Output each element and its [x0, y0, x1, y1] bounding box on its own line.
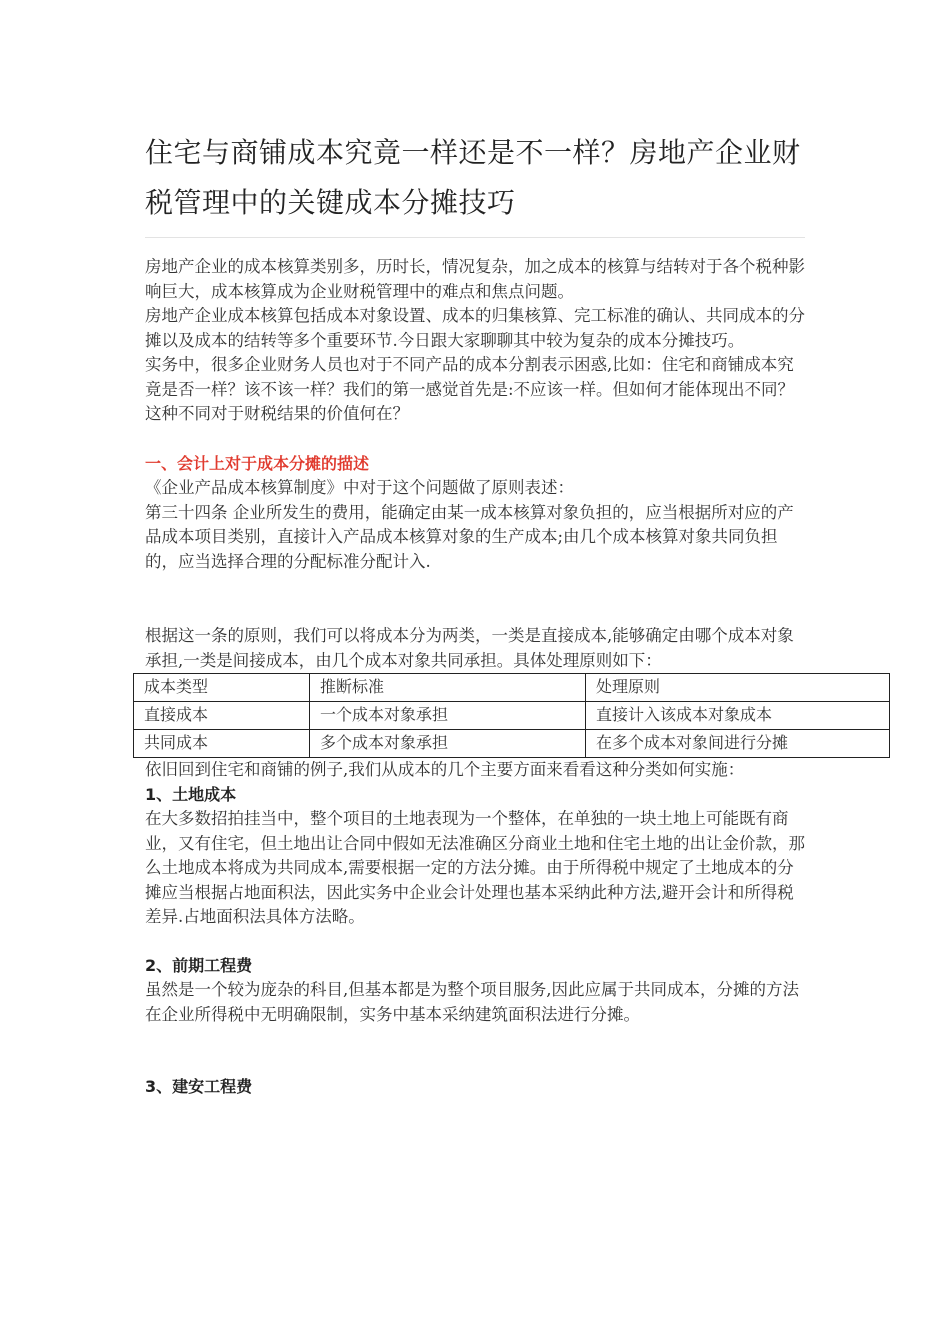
- article-title: 住宅与商铺成本究竟一样还是不一样？房地产企业财税管理中的关键成本分摊技巧: [145, 136, 801, 219]
- table-cell: 共同成本: [134, 730, 310, 758]
- item2-heading: 2、前期工程费: [145, 955, 253, 975]
- intro-paragraph-2: 房地产企业成本核算包括成本对象设置、成本的归集核算、完工标准的确认、共同成本的分摊以及成本的结转等多个重要环节.今日跟大家聊聊其中较为复杂的成本分摊技巧。: [145, 306, 805, 350]
- table-cell: 直接计入该成本对象成本: [586, 702, 890, 730]
- table-header-cell: 推断标准: [310, 674, 586, 702]
- after-table-paragraph: 依旧回到住宅和商铺的例子,我们从成本的几个主要方面来看看这种分类如何实施：: [145, 760, 745, 779]
- table-cell: 直接成本: [134, 702, 310, 730]
- table-header-cell: 处理原则: [586, 674, 890, 702]
- article-body: [145, 255, 810, 1100]
- table-row: [134, 730, 890, 758]
- table-header-row: [134, 674, 890, 702]
- table-cell: 在多个成本对象间进行分摊: [586, 730, 890, 758]
- item2-paragraph: 虽然是一个较为庞杂的科目,但基本都是为整个项目服务,因此应属于共同成本，分摊的方法在企业所得税中无明确限制，实务中基本采纳建筑面积法进行分摊。: [145, 980, 799, 1024]
- section1-paragraph-1: 《企业产品成本核算制度》中对于这个问题做了原则表述：: [145, 478, 574, 497]
- section1-heading: 一、会计上对于成本分摊的描述: [145, 453, 370, 473]
- section1-paragraph-2: 第三十四条 企业所发生的费用，能确定由某一成本核算对象负担的，应当根据所对应的产品成本项目类别，直接计入产品成本核算对象的生产成本;由几个成本核算对象共同负担的，应当选择合理的分配标准分配计入.: [145, 502, 794, 571]
- intro-paragraph-3: 实务中，很多企业财务人员也对于不同产品的成本分割表示困惑,比如：住宅和商铺成本究竟是否一样？该不该一样？我们的第一感觉首先是:不应该一样。但如何才能体现出不同？这种不同对于财税结果的价值何在？: [145, 355, 795, 423]
- table-row: [134, 702, 890, 730]
- table-cell: 多个成本对象承担: [310, 730, 586, 758]
- cost-classification-table: [133, 673, 890, 758]
- title-divider: [145, 237, 805, 238]
- intro-paragraph-1: 房地产企业的成本核算类别多，历时长，情况复杂，加之成本的核算与结转对于各个税种影响巨大，成本核算成为企业财税管理中的难点和焦点问题。: [145, 257, 805, 301]
- principle-paragraph: 根据这一条的原则，我们可以将成本分为两类，一类是直接成本,能够确定由哪个成本对象承担,一类是间接成本，由几个成本对象共同承担。具体处理原则如下：: [145, 626, 794, 670]
- item1-paragraph: 在大多数招拍挂当中，整个项目的土地表现为一个整体，在单独的一块土地上可能既有商业，又有住宅，但土地出让合同中假如无法准确区分商业土地和住宅土地的出让金价款，那么土地成本将成为共同成本,需要根据一定的方法分摊。由于所得税中规定了土地成本的分摊应当根据占地面积法，因此实务中企业会计处理也基本采纳此种方法,避开会计和所得税差异.占地面积法具体方法略。: [145, 809, 805, 926]
- table-header-cell: 成本类型: [134, 674, 310, 702]
- item1-heading: 1、土地成本: [145, 784, 237, 804]
- table-cell: 一个成本对象承担: [310, 702, 586, 730]
- item3-heading: 3、建安工程费: [145, 1077, 253, 1096]
